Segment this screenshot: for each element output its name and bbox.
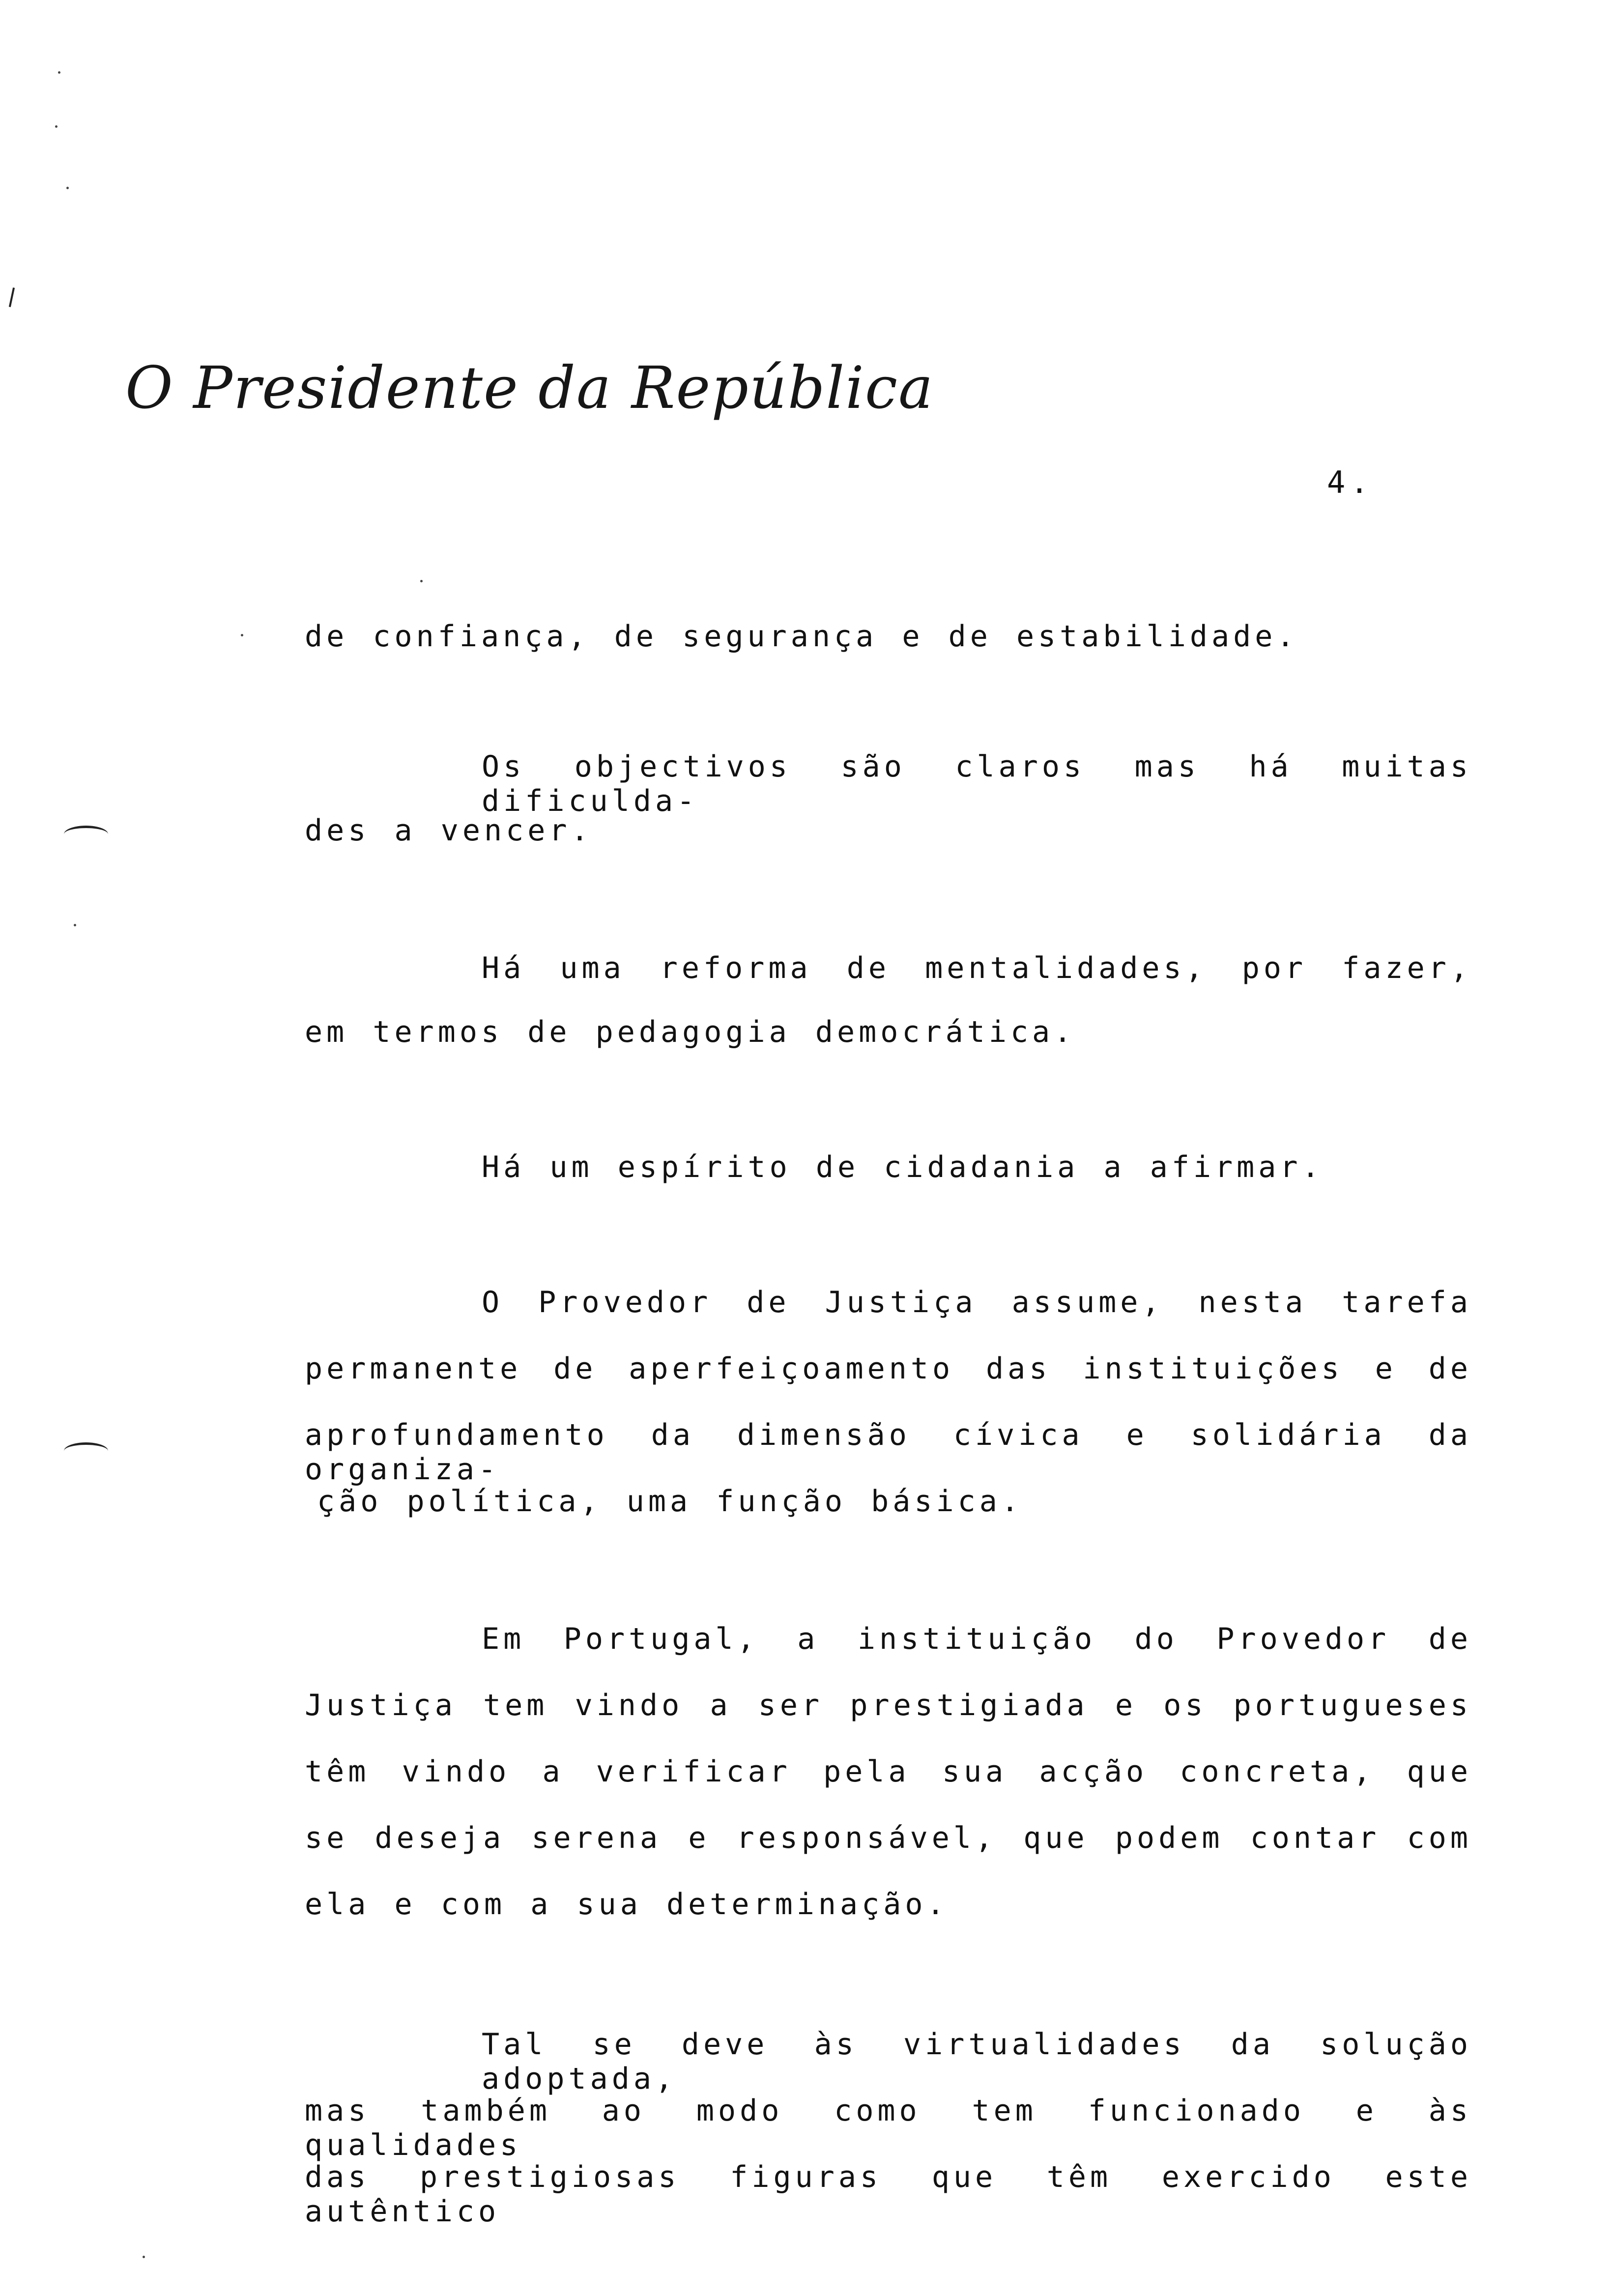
text-line: Os objectivos são claros mas há muitas dificulda- <box>482 749 1472 818</box>
margin-tick <box>9 287 15 307</box>
text-line: des a vencer. <box>305 813 593 848</box>
punch-hole-mark <box>64 826 108 843</box>
text-line: Tal se deve às virtualidades da solução adoptada, <box>482 2027 1472 2096</box>
text-line: mas também ao modo como tem funcionado e às qualidades <box>305 2094 1472 2162</box>
speck <box>55 125 58 128</box>
speck <box>74 924 76 926</box>
text-line: aprofundamento da dimensão cívica e solidária da organiza- <box>305 1418 1472 1487</box>
speck <box>241 634 243 636</box>
text-line: permanente de aperfeiçoamento das instituições e de <box>305 1351 1472 1386</box>
speck <box>66 187 69 189</box>
text-line: ela e com a sua determinação. <box>305 1887 949 1922</box>
letterhead: O Presidente da República <box>125 354 934 422</box>
text-line: têm vindo a verificar pela sua acção concreta, que <box>305 1754 1472 1789</box>
text-line: Há uma reforma de mentalidades, por fazer, <box>482 951 1472 985</box>
text-line: das prestigiosas figuras que têm exercido este autêntico <box>305 2160 1472 2229</box>
text-line: de confiança, de segurança e de estabilidade. <box>305 619 1298 654</box>
speck <box>420 580 423 582</box>
speck <box>143 2256 145 2258</box>
speck <box>58 71 60 74</box>
page-number: 4. <box>1327 464 1374 500</box>
punch-hole-mark <box>64 1442 108 1460</box>
text-line: em termos de pedagogia democrática. <box>305 1015 1076 1049</box>
text-line: O Provedor de Justiça assume, nesta tarefa <box>482 1285 1472 1320</box>
text-line: Em Portugal, a instituição do Provedor de <box>482 1622 1472 1656</box>
text-line: Justiça tem vindo a ser prestigiada e os portugueses <box>305 1688 1472 1722</box>
text-line: ção política, uma função básica. <box>317 1484 1023 1519</box>
text-line: se deseja serena e responsável, que podem contar com <box>305 1821 1472 1855</box>
text-line: Há um espírito de cidadania a afirmar. <box>482 1150 1324 1184</box>
